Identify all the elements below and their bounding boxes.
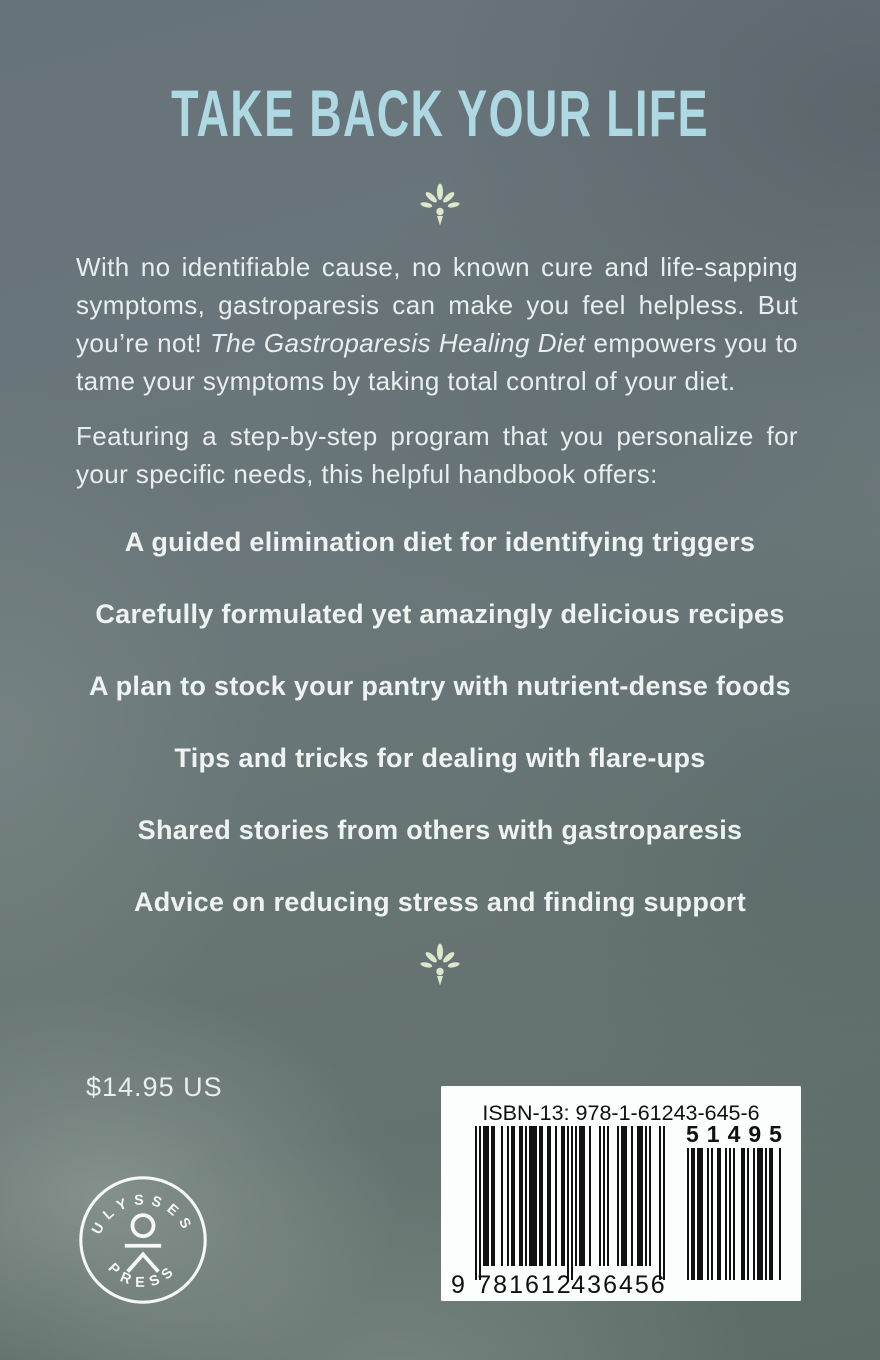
ean13-barcode [475, 1126, 665, 1280]
feature-item: Advice on reducing stress and finding support [133, 887, 747, 917]
offers-paragraph: Featuring a step-by-step program that you personalize for your specific needs, this helpful handbook offers: [76, 421, 798, 489]
feature-item: Shared stories from others with gastroparesis [137, 815, 743, 845]
ean5-barcode [687, 1148, 781, 1280]
barcode-digit-group: 781612 [477, 1271, 573, 1299]
price-label: $14.95 US [86, 1072, 223, 1102]
isbn-label: ISBN-13: 978-1-61243-645-6 [482, 1101, 760, 1125]
ulysses-ok-mark-icon [125, 1215, 161, 1271]
intro-text: With no identifiable cause, no known cure and life-sapping symptoms, gastroparesis can make you feel helpless. But you’re not! [76, 252, 798, 358]
fleuron-ornament-icon [0, 942, 880, 990]
feature-item: Carefully formulated yet amazingly delicious recipes [95, 599, 785, 629]
feature-item: A guided elimination diet for identifying triggers [124, 527, 756, 557]
barcode-supplement-label: 51495 [686, 1121, 790, 1147]
headline: TAKE BACK YOUR LIFE [171, 76, 709, 150]
feature-list [0, 506, 880, 938]
book-title-italic: The Gastroparesis Healing Diet [210, 328, 586, 358]
barcode-digit-group: 436456 [571, 1271, 667, 1299]
publisher-name-bottom: PRESS [104, 1260, 182, 1291]
barcode-digit-lead: 9 [451, 1271, 467, 1299]
publisher-name-top: ULYSSES [89, 1192, 197, 1238]
feature-item: A plan to stock your pantry with nutrient-dense foods [89, 671, 791, 701]
ulysses-press-logo [76, 1173, 210, 1307]
svg-text:PRESS [105, 1260, 182, 1291]
intro-text: empowers you to tame your symptoms by taking total control of your diet. [76, 328, 799, 396]
fleuron-ornament-icon [0, 182, 880, 230]
intro-paragraph [76, 248, 798, 400]
barcode-panel [441, 1086, 801, 1301]
feature-item: Tips and tricks for dealing with flare-ups [174, 743, 706, 773]
